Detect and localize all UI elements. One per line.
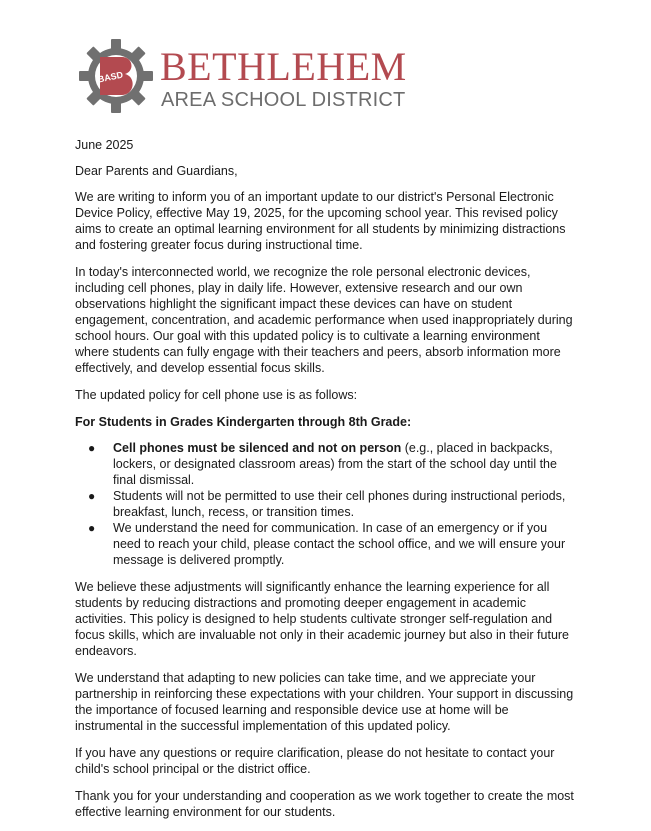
list-item (75, 520, 575, 568)
benefits-paragraph: We believe these adjustments will significantly enhance the learning experience for all students by reducing distractions and promoting deeper engagement in academic activities. This policy is designed to help students cultivate stronger self-regulation and focus skills, which are invaluable not only in their academic journey but also in their future endeavors. (75, 580, 570, 658)
list-item (75, 488, 575, 520)
bullet-text: Students will not be permitted to use their cell phones during instructional periods, breakfast, lunch, recess, or transition times. (113, 489, 566, 519)
bullet-bold: Cell phones must be silenced and not on person (113, 441, 402, 455)
context-paragraph: In today's interconnected world, we recognize the role personal electronic devices, including cell phones, play in daily life. However, extensive research and our own observations highlight the significant impact these devices can have on student engagement, concentration, and academic performance when used inappropriately during school hours. Our goal with this updated policy is to cultivate a learning environment where students can fully engage with their teachers and peers, absorb information more effectively, and develop essential focus skills. (75, 265, 573, 375)
partnership-paragraph: We understand that adapting to new policies can take time, and we appreciate your partnership in reinforcing these expectations with your children. Your support in discussing the importance of focused learning and responsible device use at home will be instrumental in the successful implementation of this updated policy. (75, 671, 574, 733)
intro-paragraph: We are writing to inform you of an important update to our district's Personal Electronic Device Policy, effective May 19, 2025, for the upcoming school year. This revised policy aims to create an optimal learning environment for all students by minimizing distractions and fostering greater focus during instructional time. (75, 190, 566, 252)
district-subtitle: AREA SCHOOL DISTRICT (161, 89, 406, 111)
letter-date: June 2025 (75, 138, 134, 152)
logo-text: BASD (96, 69, 124, 85)
bullet-text: (e.g., placed in backpacks, lockers, or designated classroom areas) from the start of the school day until the final dismissal. (113, 441, 557, 487)
policy-heading: For Students in Grades Kindergarten through 8th Grade: (75, 415, 412, 429)
questions-paragraph: If you have any questions or require clarification, please do not hesitate to contact your child's school principal or the district office. (75, 746, 555, 776)
district-name: BETHLEHEM (160, 44, 407, 89)
district-gear-logo (78, 38, 154, 114)
bullet-icon: ● (88, 441, 96, 455)
policy-list (75, 440, 575, 568)
list-item (75, 440, 575, 488)
closing-paragraph: Thank you for your understanding and cooperation as we work together to create the most effective learning environment for our students. (75, 789, 574, 819)
letterhead (78, 38, 423, 114)
bullet-icon: ● (88, 489, 96, 503)
salutation: Dear Parents and Guardians, (75, 164, 238, 178)
policy-intro: The updated policy for cell phone use is as follows: (75, 388, 358, 402)
bullet-icon: ● (88, 521, 96, 535)
bullet-text: We understand the need for communication. In case of an emergency or if you need to reach your child, please contact the school office, and we will ensure your message is delivered promptly. (113, 521, 566, 567)
letter-body (75, 137, 575, 831)
